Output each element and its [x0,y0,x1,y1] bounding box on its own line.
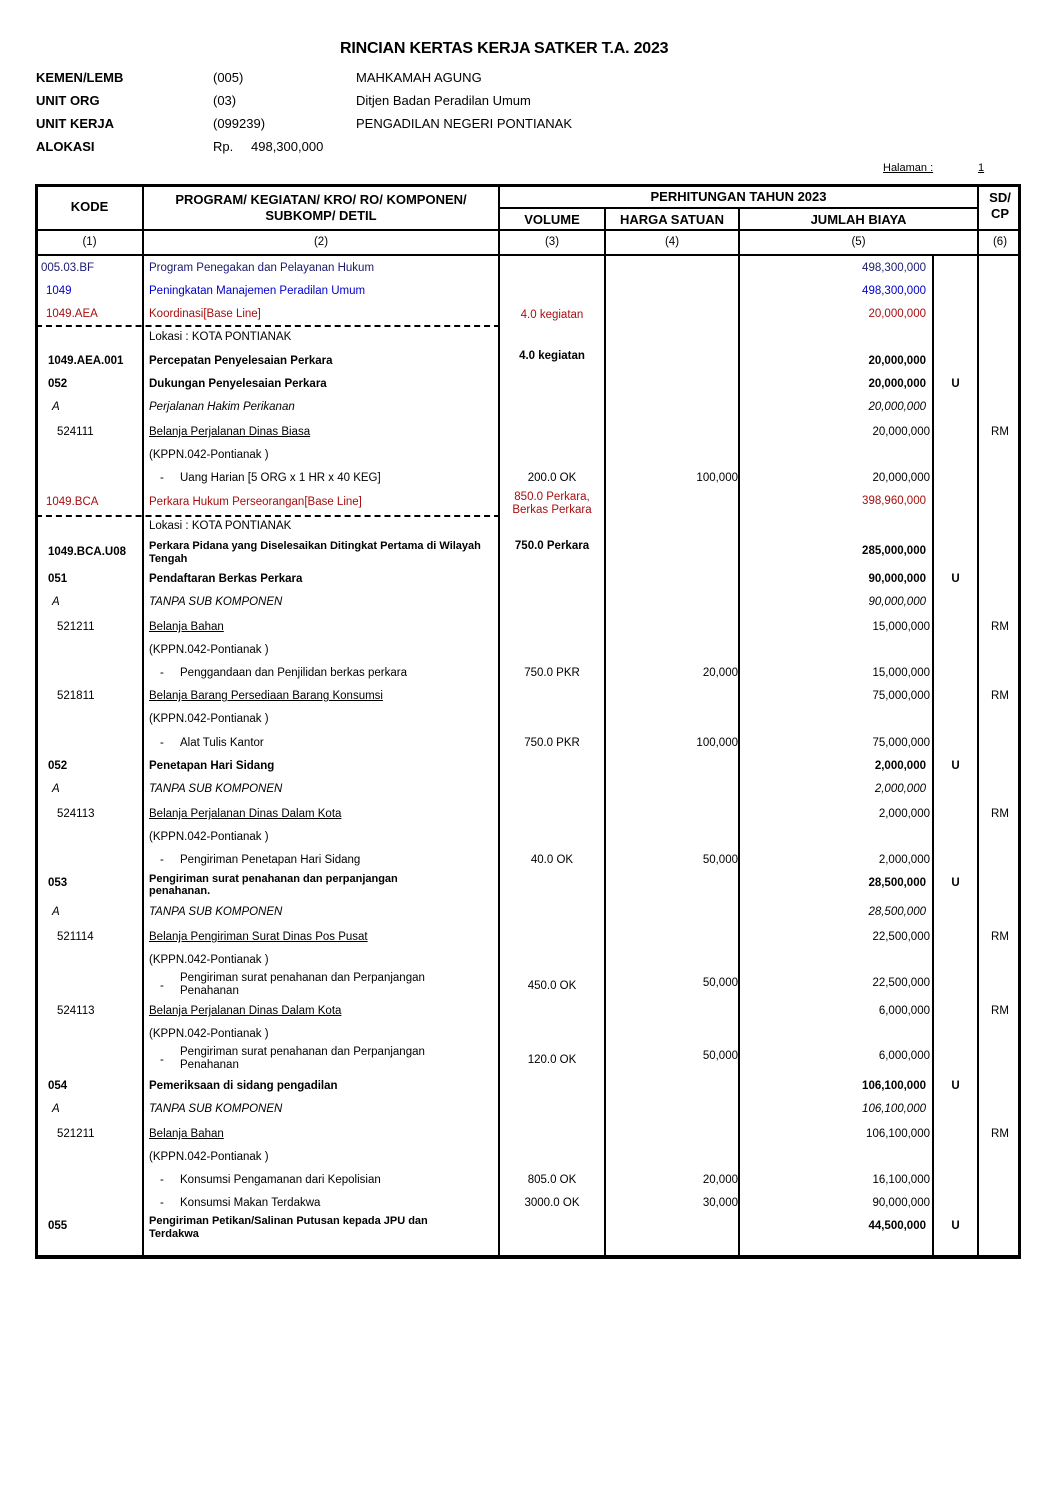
row-kode: 521211 [57,621,95,633]
row-divider [35,254,1021,256]
row-kode: 053 [48,877,68,889]
row-volume: 4.0 kegiatan [520,309,584,321]
row-volume: 805.0 OK [527,1174,577,1186]
row-volume: 750.0 Perkara [514,540,590,552]
row-kode: A [52,783,60,795]
row-kppn: (KPPN.042-Pontianak ) [149,954,269,966]
dashed-separator [36,325,500,327]
row-jumlah: 106,100,000 [866,1128,930,1140]
meta-code: (005) [213,70,244,85]
detail-bullet: - [160,1174,164,1186]
meta-value: PENGADILAN NEGERI PONTIANAK [356,116,572,131]
header-kode: KODE [70,199,109,214]
row-jumlah: 15,000,000 [872,621,930,633]
row-jumlah: 16,100,000 [872,1174,930,1186]
row-kode: A [52,906,60,918]
row-jumlah: 498,300,000 [862,262,926,274]
row-jumlah: 90,000,000 [868,596,926,608]
row-kode: 1049.AEA [46,308,98,320]
row-jumlah: 28,500,000 [868,906,926,918]
row-desc: Pengiriman surat penahanan dan Perpanjangan Penahanan [180,1046,425,1071]
row-jumlah: 2,000,000 [874,783,926,795]
row-divider [498,207,978,209]
row-kppn: (KPPN.042-Pontianak ) [149,1028,269,1040]
col-divider [977,184,979,1259]
row-desc: TANPA SUB KOMPONEN [149,783,283,795]
col-divider [604,208,606,1259]
row-lokasi: Lokasi : KOTA PONTIANAK [149,520,292,532]
row-jumlah: 20,000,000 [868,308,926,320]
row-lokasi: Lokasi : KOTA PONTIANAK [149,331,292,343]
row-flag: U [951,1220,960,1232]
document-title: RINCIAN KERTAS KERJA SATKER T.A. 2023 [340,40,669,57]
row-desc: Belanja Bahan [149,1128,224,1140]
row-jumlah: 20,000,000 [868,401,926,413]
row-kode: A [52,401,60,413]
row-flag: U [951,573,960,585]
row-desc: Penetapan Hari Sidang [149,760,275,772]
row-desc: Dukungan Penyelesaian Perkara [149,378,327,390]
row-kode: 524113 [57,808,95,820]
row-jumlah: 498,300,000 [862,285,926,297]
row-harga: 100,000 [696,737,738,749]
row-sdcp: RM [991,1005,1009,1017]
row-volume: 4.0 kegiatan [519,350,585,362]
row-kppn: (KPPN.042-Pontianak ) [149,1151,269,1163]
row-harga: 20,000 [702,1174,738,1186]
header-perhitungan: PERHITUNGAN TAHUN 2023 [650,189,827,204]
row-jumlah: 75,000,000 [872,737,930,749]
meta-code: (099239) [213,116,266,131]
header-jumlah-biaya: JUMLAH BIAYA [810,212,907,227]
row-desc: Perkara Pidana yang Diselesaikan Ditingkat Pertama di Wilayah Tengah [149,540,481,565]
detail-bullet: - [160,737,164,749]
row-desc: TANPA SUB KOMPONEN [149,906,283,918]
row-kode: 052 [48,378,68,390]
col-divider [498,184,500,1259]
row-jumlah: 2,000,000 [874,760,926,772]
row-desc: Perjalanan Hakim Perikanan [149,401,295,413]
meta-label: UNIT KERJA [36,116,115,131]
detail-bullet: - [160,472,164,484]
row-desc: Peningkatan Manajemen Peradilan Umum [149,285,366,297]
row-jumlah: 6,000,000 [878,1050,930,1062]
row-kode: 055 [48,1220,68,1232]
header-sdcp-line1: SD/ [989,190,1011,205]
row-desc: Belanja Barang Persediaan Barang Konsumsi [149,690,383,702]
row-kode: 524113 [57,1005,95,1017]
row-desc: Belanja Pengiriman Surat Dinas Pos Pusat [149,931,368,943]
row-volume: 750.0 PKR [524,737,580,749]
row-harga: 50,000 [702,854,738,866]
row-desc: Pendaftaran Berkas Perkara [149,573,303,585]
row-volume: 450.0 OK [527,980,577,992]
meta-value: MAHKAMAH AGUNG [356,70,482,85]
page-number: 1 [978,162,985,174]
page-label: Halaman : [883,162,934,174]
row-sdcp: RM [991,808,1009,820]
col-number: (3) [544,236,560,248]
row-desc: Belanja Perjalanan Dinas Biasa [149,426,311,438]
row-jumlah: 90,000,000 [872,1197,930,1209]
row-volume: 3000.0 OK [524,1197,580,1209]
row-kode: 054 [48,1080,68,1092]
meta-label: KEMEN/LEMB [36,70,124,85]
row-jumlah: 20,000,000 [868,378,926,390]
col-number: (1) [82,236,97,248]
row-harga: 20,000 [702,667,738,679]
row-desc: Penggandaan dan Penjilidan berkas perkara [180,667,407,679]
row-jumlah: 20,000,000 [868,355,926,367]
row-desc: Belanja Perjalanan Dinas Dalam Kota [149,808,342,820]
header-program-line2: SUBKOMP/ DETIL [265,208,377,223]
row-jumlah: 285,000,000 [862,545,926,557]
meta-value: 498,300,000 [251,139,324,154]
header-sdcp-line2: CP [990,206,1010,221]
row-desc: Alat Tulis Kantor [180,737,264,749]
meta-label: UNIT ORG [36,93,100,108]
row-kode: 1049.BCA [46,496,99,508]
row-desc: TANPA SUB KOMPONEN [149,596,283,608]
row-jumlah: 22,500,000 [872,931,930,943]
row-jumlah: 15,000,000 [872,667,930,679]
row-desc: Konsumsi Makan Terdakwa [180,1197,321,1209]
row-kode: 521211 [57,1128,95,1140]
row-kode: 1049 [46,285,72,297]
row-jumlah: 2,000,000 [878,808,930,820]
row-desc: Pemeriksaan di sidang pengadilan [149,1080,338,1092]
col-divider [932,255,934,1259]
row-volume: 750.0 PKR [524,667,580,679]
row-desc: Percepatan Penyelesaian Perkara [149,355,333,367]
detail-bullet: - [160,854,164,866]
row-desc: Perkara Hukum Perseorangan[Base Line] [149,496,362,508]
row-jumlah: 22,500,000 [872,977,930,989]
row-jumlah: 75,000,000 [872,690,930,702]
row-kppn: (KPPN.042-Pontianak ) [149,831,269,843]
row-volume: 200.0 OK [527,472,577,484]
row-sdcp: RM [991,621,1009,633]
row-jumlah: 90,000,000 [868,573,926,585]
row-sdcp: RM [991,1128,1009,1140]
detail-bullet: - [160,1054,164,1066]
row-volume: 850.0 Perkara, Berkas Perkara [512,491,592,516]
meta-label: ALOKASI [36,139,95,154]
row-kode: 1049.BCA.U08 [48,546,126,558]
row-sdcp: RM [991,690,1009,702]
col-divider [142,184,144,1259]
row-desc: TANPA SUB KOMPONEN [149,1103,283,1115]
meta-code: Rp. [213,139,234,154]
row-desc: Pengiriman surat penahanan dan perpanjangan penahanan. [149,873,398,897]
row-volume: 120.0 OK [527,1054,577,1066]
row-jumlah: 6,000,000 [878,1005,930,1017]
row-kode: 051 [48,573,68,585]
row-jumlah: 106,100,000 [862,1080,926,1092]
row-kode: 524111 [57,426,94,438]
detail-bullet: - [160,1197,164,1209]
detail-bullet: - [160,980,164,992]
row-desc: Pengiriman Petikan/Salinan Putusan kepada JPU dan Terdakwa [149,1215,428,1240]
row-desc: Belanja Bahan [149,621,224,633]
row-kppn: (KPPN.042-Pontianak ) [149,644,269,656]
row-kode: 1049.AEA.001 [48,355,124,367]
dashed-separator [36,515,500,517]
col-number: (5) [851,236,866,248]
header-volume: VOLUME [524,212,580,227]
row-desc: Konsumsi Pengamanan dari Kepolisian [180,1174,381,1186]
row-flag: U [951,1080,960,1092]
row-jumlah: 44,500,000 [868,1220,926,1232]
row-kppn: (KPPN.042-Pontianak ) [149,713,269,725]
row-desc: Pengiriman Penetapan Hari Sidang [180,854,361,866]
row-desc: Koordinasi[Base Line] [149,308,261,320]
row-kode: 052 [48,760,68,772]
row-kode: 521114 [57,931,94,943]
row-jumlah: 106,100,000 [862,1103,926,1115]
row-sdcp: RM [991,426,1009,438]
row-jumlah: 28,500,000 [868,877,926,889]
row-jumlah: 20,000,000 [872,472,930,484]
row-jumlah: 20,000,000 [872,426,930,438]
row-sdcp: RM [991,931,1009,943]
row-jumlah: 2,000,000 [878,854,930,866]
row-desc: Pengiriman surat penahanan dan Perpanjangan Penahanan [180,972,425,997]
col-number: (2) [313,236,329,248]
row-harga: 50,000 [702,977,738,989]
row-kppn: (KPPN.042-Pontianak ) [149,449,269,461]
row-desc: Belanja Perjalanan Dinas Dalam Kota [149,1005,342,1017]
row-kode: 521811 [57,690,95,702]
row-kode: A [52,1103,60,1115]
detail-bullet: - [160,667,164,679]
col-number: (4) [664,236,680,248]
header-program-line1: PROGRAM/ KEGIATAN/ KRO/ RO/ KOMPONEN/ [175,192,467,207]
row-volume: 40.0 OK [530,854,574,866]
row-harga: 50,000 [702,1050,738,1062]
row-divider [35,229,1021,231]
row-flag: U [951,877,960,889]
row-desc: Program Penegakan dan Pelayanan Hukum [149,262,375,274]
row-desc: Uang Harian [5 ORG x 1 HR x 40 KEG] [180,472,381,484]
row-harga: 100,000 [696,472,738,484]
row-kode: 005.03.BF [41,262,95,274]
row-flag: U [951,378,960,390]
header-harga-satuan: HARGA SATUAN [620,212,724,227]
row-harga: 30,000 [702,1197,738,1209]
meta-value: Ditjen Badan Peradilan Umum [356,93,531,108]
row-kode: A [52,596,60,608]
row-flag: U [951,760,960,772]
meta-code: (03) [213,93,237,108]
col-number: (6) [992,236,1008,248]
row-jumlah: 398,960,000 [862,495,926,507]
